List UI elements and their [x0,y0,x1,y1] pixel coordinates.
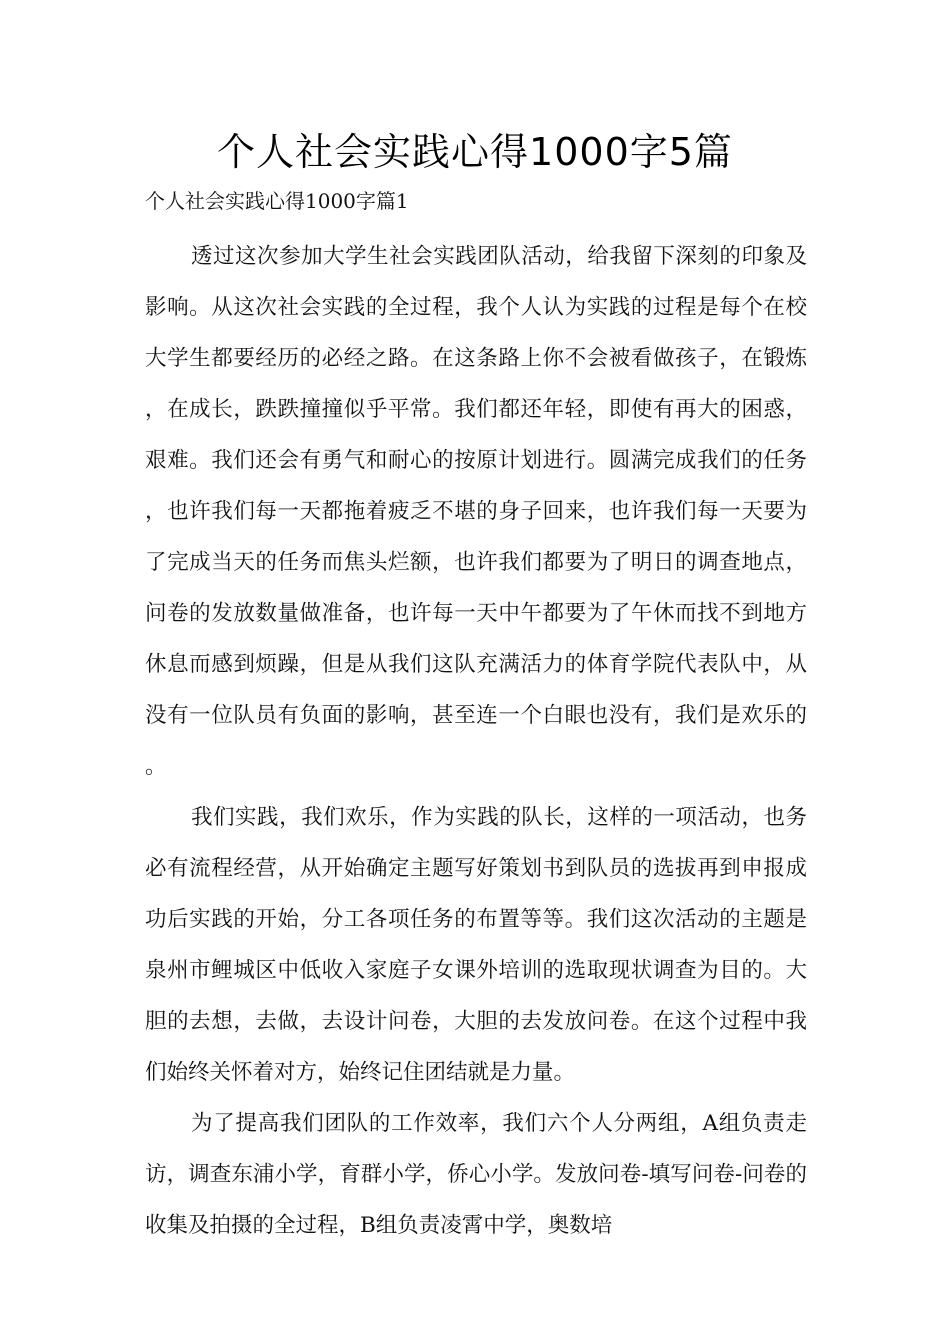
paragraph: 透过这次参加大学生社会实践团队活动，给我留下深刻的印象及影响。从这次社会实践的全过程，我个人认为实践的过程是每个在校大学生都要经历的必经之路。在这条路上你不会被看做孩子，在锻炼，在成长，跌跌撞撞似乎平常。我们都还年轻，即使有再大的困惑，艰难。我们还会有勇气和耐心的按原计划进行。圆满完成我们的任务，也许我们每一天都拖着疲乏不堪的身子回来，也许我们每一天要为了完成当天的任务而焦头烂额，也许我们都要为了明日的调查地点，问卷的发放数量做准备，也许每一天中午都要为了午休而找不到地方休息而感到烦躁，但是从我们这队充满活力的体育学院代表队中，从没有一位队员有负面的影响，甚至连一个白眼也没有，我们是欢乐的。 [145,244,807,779]
document-body [145,231,807,1251]
paragraph: 为了提高我们团队的工作效率，我们六个人分两组，A组负责走访，调查东浦小学，育群小学，侨心小学。发放问卷-填写问卷-问卷的收集及拍摄的全过程，B组负责凌霄中学，奥数培 [145,1111,807,1238]
paragraph: 我们实践，我们欢乐，作为实践的队长，这样的一项活动，也务必有流程经营，从开始确定主题写好策划书到队员的选拔再到申报成功后实践的开始，分工各项任务的布置等等。我们这次活动的主题是泉州市鲤城区中低收入家庭子女课外培训的选取现状调查为目的。大胆的去想，去做，去设计问卷，大胆的去发放问卷。在这个过程中我们始终关怀着对方，始终记住团结就是力量。 [145,805,807,1085]
section-heading: 个人社会实践心得1000字篇1 [145,189,409,213]
document-title: 个人社会实践心得1000字5篇 [217,130,733,174]
